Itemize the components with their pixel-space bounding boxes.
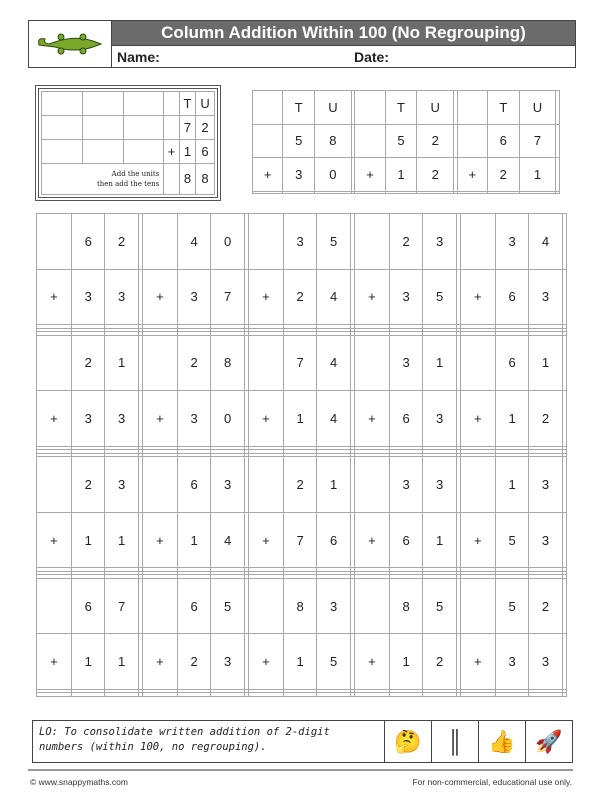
date-label: Date: [354,49,390,65]
digit: 3 [317,578,350,634]
digit: 0 [211,214,244,270]
digit: 6 [495,335,528,391]
digit: 6 [177,457,210,513]
digit: 1 [389,634,422,690]
digit: 7 [283,512,316,568]
digit: 1 [71,634,104,690]
worked-example [35,85,221,201]
digit: 3 [105,457,138,513]
digit: 4 [317,391,350,447]
plus-sign: + [253,158,283,192]
digit: 2 [487,158,519,192]
digit: 8 [211,335,244,391]
thumbs-up-icon[interactable]: 👍 [478,721,525,762]
digit: 1 [105,335,138,391]
units-header: U [417,91,454,125]
digit: 8 [196,163,215,194]
plus-sign: + [460,391,495,447]
digit: 5 [423,269,456,325]
lo-line: numbers (within 100, no regrouping). [39,741,267,753]
tens-header: T [179,92,195,116]
plus-sign: + [164,139,180,163]
digit: 7 [519,124,556,158]
digit: 3 [105,391,138,447]
example-grid [41,91,215,195]
digit: 5 [317,634,350,690]
digit: 4 [317,269,350,325]
plus-sign: + [460,269,495,325]
plus-sign: + [142,391,177,447]
plus-sign: + [37,512,72,568]
digit: 3 [105,269,138,325]
digit: 6 [177,578,210,634]
digit: 6 [495,269,528,325]
digit: 1 [105,634,138,690]
digit: 3 [423,457,456,513]
lo-line: LO: To consolidate written addition of 2-digit [39,726,330,738]
digit: 7 [179,115,195,139]
name-label: Name: [117,49,160,65]
digit: 3 [389,335,422,391]
digit: 5 [385,124,417,158]
digit: 4 [177,214,210,270]
digit: 0 [211,391,244,447]
digit: 1 [105,512,138,568]
hint-text: Add the units then add the tens [42,163,164,194]
digit: 2 [196,115,215,139]
page-title: Column Addition Within 100 (No Regrouping) [112,21,575,46]
digit: 2 [283,457,316,513]
digit: 5 [423,578,456,634]
digit: 2 [105,214,138,270]
digit: 3 [211,457,244,513]
plus-sign: + [460,512,495,568]
digit: 7 [211,269,244,325]
digit: 5 [317,214,350,270]
digit: 6 [389,391,422,447]
plus-sign: + [354,634,389,690]
digit: 2 [423,634,456,690]
digit: 6 [71,214,104,270]
digit: 2 [177,634,210,690]
digit: 3 [177,269,210,325]
digit: 1 [495,391,528,447]
tens-header: T [283,91,315,125]
digit: 3 [283,214,316,270]
digit: 7 [105,578,138,634]
digit: 8 [315,124,352,158]
digit: 1 [71,512,104,568]
digit: 3 [211,634,244,690]
digit: 1 [177,512,210,568]
learning-objective [32,720,573,763]
digit: 3 [529,269,562,325]
plus-sign: + [142,512,177,568]
plus-sign: + [354,512,389,568]
units-header: U [315,91,352,125]
digit: 2 [417,158,454,192]
usage-note: For non-commercial, educational use only. [412,777,572,787]
plus-sign: + [37,269,72,325]
digit: 6 [317,512,350,568]
plus-sign: + [354,269,389,325]
digit: 2 [283,269,316,325]
digit: 3 [529,634,562,690]
digit: 3 [71,391,104,447]
plus-sign: + [37,391,72,447]
digit: 6 [196,139,215,163]
digit: 2 [417,124,454,158]
digit: 4 [211,512,244,568]
ladder-icon[interactable]: ║ [431,721,478,762]
digit: 3 [495,634,528,690]
problems-grid [36,213,567,697]
digit: 3 [423,214,456,270]
digit: 2 [71,335,104,391]
digit: 5 [211,578,244,634]
tens-header: T [385,91,417,125]
digit: 1 [179,139,195,163]
digit: 8 [283,578,316,634]
copyright: © www.snappymaths.com [30,777,128,787]
digit: 3 [283,158,315,192]
worksheet-header [28,20,576,68]
digit: 2 [529,578,562,634]
digit: 3 [495,214,528,270]
digit: 6 [487,124,519,158]
units-header: U [519,91,556,125]
divider [28,769,573,771]
digit: 3 [389,457,422,513]
digit: 4 [317,335,350,391]
tens-header: T [487,91,519,125]
plus-sign: + [142,269,177,325]
digit: 7 [283,335,316,391]
confused-face-icon[interactable]: 🤔 [394,728,422,754]
digit: 6 [71,578,104,634]
digit: 8 [179,163,195,194]
digit: 5 [495,512,528,568]
plus-sign: + [248,634,283,690]
plus-sign: + [248,269,283,325]
digit: 2 [389,214,422,270]
digit: 2 [71,457,104,513]
plus-sign: + [248,512,283,568]
digit: 1 [423,335,456,391]
digit: 1 [495,457,528,513]
digit: 8 [389,578,422,634]
plus-sign: + [142,634,177,690]
digit: 4 [529,214,562,270]
digit: 2 [177,335,210,391]
plus-sign: + [248,391,283,447]
digit: 1 [529,335,562,391]
digit: 1 [283,391,316,447]
plus-sign: + [37,634,72,690]
digit: 3 [177,391,210,447]
practice-grid [252,90,560,194]
digit: 3 [529,457,562,513]
digit: 3 [71,269,104,325]
digit: 6 [389,512,422,568]
digit: 1 [519,158,556,192]
plus-sign: + [354,391,389,447]
digit: 1 [283,634,316,690]
plus-sign: + [355,158,385,192]
plus-sign: + [457,158,487,192]
digit: 1 [317,457,350,513]
rocket-icon[interactable]: 🚀 [525,721,572,762]
units-header: U [196,92,215,116]
digit: 1 [423,512,456,568]
crocodile-logo [29,21,112,67]
digit: 3 [529,512,562,568]
digit: 1 [385,158,417,192]
plus-sign: + [460,634,495,690]
digit: 2 [529,391,562,447]
digit: 3 [389,269,422,325]
digit: 3 [423,391,456,447]
digit: 0 [315,158,352,192]
digit: 5 [283,124,315,158]
digit: 5 [495,578,528,634]
